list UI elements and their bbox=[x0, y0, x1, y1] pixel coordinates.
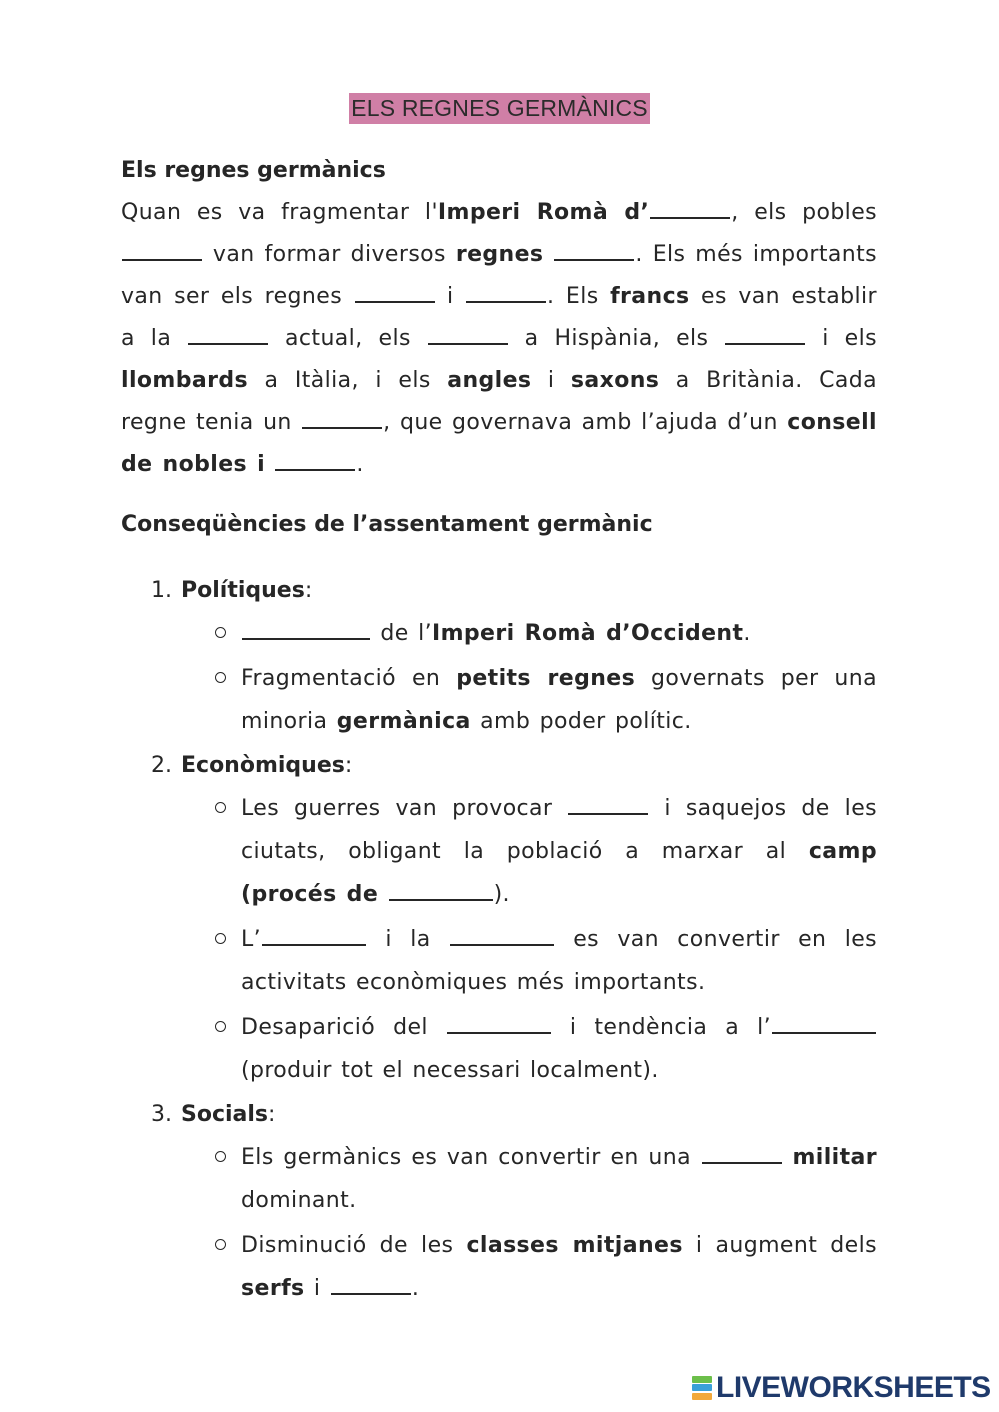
text: a Itàlia, i els bbox=[248, 368, 448, 393]
blank-field[interactable] bbox=[447, 1010, 551, 1034]
circle-bullet-icon bbox=[215, 802, 226, 813]
circle-bullet-icon bbox=[215, 933, 226, 944]
blank-field[interactable] bbox=[331, 1271, 411, 1295]
logo-bar bbox=[692, 1393, 712, 1400]
blank-field[interactable] bbox=[772, 1010, 876, 1034]
blank-field[interactable] bbox=[389, 877, 493, 901]
liveworksheets-logo[interactable] bbox=[692, 1371, 991, 1404]
text: Desaparició del bbox=[241, 1015, 446, 1040]
sub-item bbox=[181, 1006, 877, 1092]
text: dominant. bbox=[241, 1188, 357, 1213]
list-item-politiques bbox=[121, 570, 877, 743]
list-number: 2. bbox=[151, 753, 172, 778]
text: Les guerres van provocar bbox=[241, 796, 568, 821]
title-wrap bbox=[0, 93, 999, 124]
sub-item bbox=[181, 657, 877, 743]
bold-text: Imperi Romà d’ bbox=[437, 200, 650, 225]
list-number: 3. bbox=[151, 1102, 172, 1127]
sub-item bbox=[181, 918, 877, 1004]
blank-field[interactable] bbox=[275, 447, 355, 471]
blank-field[interactable] bbox=[702, 1140, 782, 1164]
blank-field[interactable] bbox=[466, 279, 546, 303]
sub-list bbox=[181, 1136, 877, 1310]
text: ). bbox=[493, 882, 510, 907]
bold-text: regnes bbox=[455, 242, 544, 267]
circle-bullet-icon bbox=[215, 1239, 226, 1250]
circle-bullet-icon bbox=[215, 627, 226, 638]
bold-text: camp (procés de bbox=[241, 839, 877, 907]
blank-field[interactable] bbox=[262, 922, 366, 946]
text: i els bbox=[806, 326, 877, 351]
text: a Britània. Cada regne tenia un bbox=[121, 368, 877, 435]
circle-bullet-icon bbox=[215, 1151, 226, 1162]
section2-heading: Conseqüències de l’assentament germànic bbox=[121, 512, 653, 537]
text: es van convertir en les activitats econòmiques més importants. bbox=[241, 927, 877, 995]
text: Fragmentació en bbox=[241, 666, 457, 691]
text: . bbox=[356, 452, 364, 477]
text: van formar diversos bbox=[203, 242, 456, 267]
text: amb poder polític. bbox=[470, 709, 692, 734]
text: : bbox=[304, 578, 313, 603]
text: i tendència a l’ bbox=[551, 1015, 771, 1040]
list-label: Polítiques bbox=[181, 578, 305, 603]
text: de l’ bbox=[371, 621, 432, 646]
bold-text: serfs bbox=[241, 1276, 305, 1301]
text: i la bbox=[367, 927, 449, 952]
section1-heading: Els regnes germànics bbox=[121, 158, 386, 183]
text: : bbox=[268, 1102, 276, 1127]
list-number: 1. bbox=[151, 578, 172, 603]
bold-text: francs bbox=[610, 284, 690, 309]
list-label: Socials bbox=[181, 1102, 269, 1127]
text: a Hispània, els bbox=[508, 326, 725, 351]
blank-field[interactable] bbox=[355, 279, 435, 303]
bold-text: petits regnes bbox=[456, 666, 636, 691]
text: L’ bbox=[241, 927, 262, 952]
list-item-socials bbox=[121, 1094, 877, 1310]
bold-text: angles bbox=[447, 368, 532, 393]
circle-bullet-icon bbox=[215, 1021, 226, 1032]
bold-text: militar bbox=[792, 1145, 877, 1170]
text: i bbox=[531, 368, 571, 393]
section1-paragraph bbox=[121, 192, 877, 486]
blank-field[interactable] bbox=[188, 321, 268, 345]
text: , els pobles bbox=[731, 200, 877, 225]
text: i bbox=[304, 1276, 330, 1301]
sub-item bbox=[181, 1224, 877, 1310]
consequences-list bbox=[121, 570, 877, 1310]
blank-field[interactable] bbox=[650, 195, 730, 219]
bold-text: llombards bbox=[121, 368, 249, 393]
liveworksheets-logo-icon bbox=[692, 1376, 712, 1400]
bold-text: classes mitjanes bbox=[466, 1233, 683, 1258]
circle-bullet-icon bbox=[215, 672, 226, 683]
worksheet-title: ELS REGNES GERMÀNICS bbox=[349, 93, 650, 124]
bold-text: consell de nobles i bbox=[121, 410, 877, 477]
text: , que governava amb l’ajuda d’un bbox=[383, 410, 788, 435]
text: . Els més importants van ser els regnes bbox=[121, 242, 877, 309]
blank-field[interactable] bbox=[428, 321, 508, 345]
text: i saquejos de les ciutats, obligant la població a marxar al bbox=[241, 796, 877, 864]
bold-text: saxons bbox=[570, 368, 660, 393]
logo-bar bbox=[692, 1384, 712, 1391]
blank-field[interactable] bbox=[568, 791, 648, 815]
text: actual, els bbox=[269, 326, 427, 351]
text: i bbox=[435, 284, 466, 309]
text: . bbox=[743, 621, 751, 646]
worksheet-content bbox=[121, 150, 877, 1312]
logo-text: LIVEWORKSHEETS bbox=[716, 1371, 991, 1404]
blank-field[interactable] bbox=[725, 321, 805, 345]
text: governats per una minoria bbox=[241, 666, 877, 734]
text: Quan es va fragmentar l' bbox=[121, 200, 438, 225]
text: Disminució de les bbox=[241, 1233, 467, 1258]
text: . bbox=[411, 1276, 420, 1301]
text: i augment dels bbox=[682, 1233, 877, 1258]
text: es van establir a la bbox=[121, 284, 877, 351]
text: : bbox=[344, 753, 353, 778]
text: . Els bbox=[547, 284, 611, 309]
blank-field[interactable] bbox=[554, 237, 634, 261]
blank-field[interactable] bbox=[450, 922, 554, 946]
list-label: Econòmiques bbox=[181, 753, 345, 778]
sub-item bbox=[181, 1136, 877, 1222]
blank-field[interactable] bbox=[302, 405, 382, 429]
blank-field[interactable] bbox=[122, 237, 202, 261]
blank-field[interactable] bbox=[242, 616, 370, 640]
sub-list bbox=[181, 612, 877, 743]
sub-item bbox=[181, 612, 877, 655]
text: (produir tot el necessari localment). bbox=[241, 1058, 659, 1083]
sub-item bbox=[181, 787, 877, 916]
bold-text: germànica bbox=[336, 709, 471, 734]
bold-text: Imperi Romà d’Occident bbox=[432, 621, 744, 646]
logo-bar bbox=[692, 1376, 712, 1383]
list-item-economiques bbox=[121, 745, 877, 1092]
sub-list bbox=[181, 787, 877, 1092]
text: Els germànics es van convertir en una bbox=[241, 1145, 701, 1170]
